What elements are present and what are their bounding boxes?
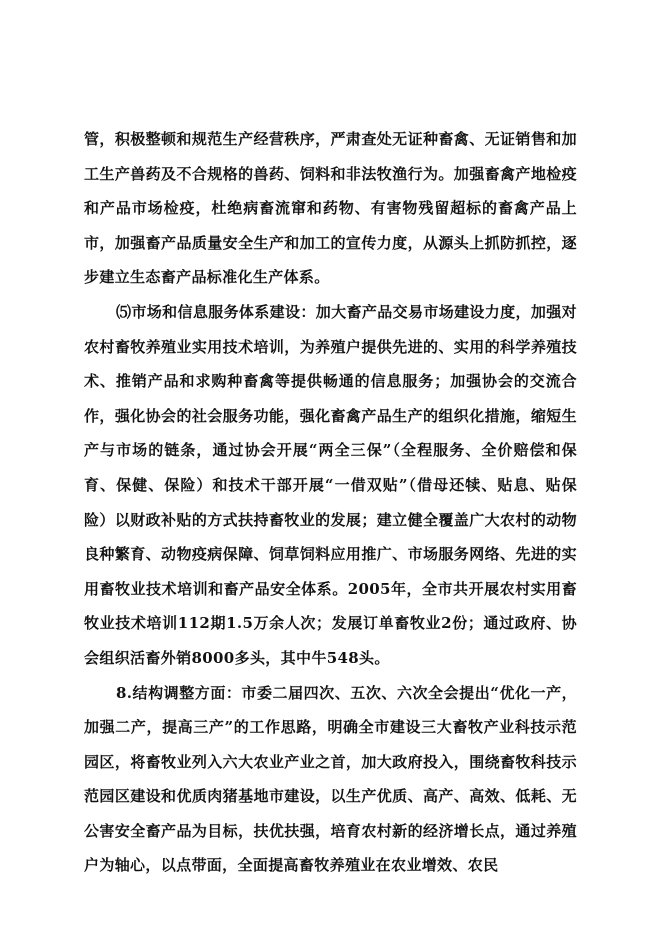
paragraph-structural-adjustment: 8.结构调整方面：市委二届四次、五次、六次全会提出“优化一产，加强二产，提高三产”的工作思路，明确全市建设三大畜牧产业科技示范园区，将畜牧业列入六大农业产业之首，加大政府投入，围绕畜牧科技示范园区建设和优质肉猪基地市建设，以生产优质、高产、高效、低耗、无公害安全畜产品为目标，扶优扶强，培育农村新的经济增长点，通过养殖户为轴心，以点带面，全面提高畜牧养殖业在农业增效、农民 <box>84 683 577 875</box>
paragraph-market-info-service: ⑸市场和信息服务体系建设：加大畜产品交易市场建设力度，加强对农村畜牧养殖业实用技术培训，为养殖户提供先进的、实用的科学养殖技术、推销产品和求购种畜禽等提供畅通的信息服务；加强协会的交流合作，强化协会的社会服务功能，强化畜禽产品生产的组织化措施，缩短生产与市场的链条，通过协会开展“两全三保”（全程服务、全价赔偿和保育、保健、保险）和技术干部开展“一借双贴”（借母还犊、贴息、贴保险）以财政补贴的方式扶持畜牧业的发展；建立健全覆盖广大农村的动物良种繁育、动物疫病保障、饲草饲料应用推广、市场服务网络、先进的实用畜牧业技术培训和畜产品安全体系。2005年，全市共开展农村实用畜牧业技术培训112期1.5万余人次；发展订单畜牧业2份；通过政府、协会组织活畜外销8000多头，其中牛548头。 <box>84 302 577 667</box>
paragraph-continued: 管，积极整顿和规范生产经营秩序，严肃查处无证种畜禽、无证销售和加工生产兽药及不合规格的兽药、饲料和非法牧渔行为。加强畜禽产地检疫和产品市场检疫，杜绝病畜流窜和药物、有害物残留超标的畜禽产品上市，加强畜产品质量安全生产和加工的宣传力度，从源头上抓防抓控，逐步建立生态畜产品标准化生产体系。 <box>84 130 577 287</box>
body-text <box>84 122 577 883</box>
